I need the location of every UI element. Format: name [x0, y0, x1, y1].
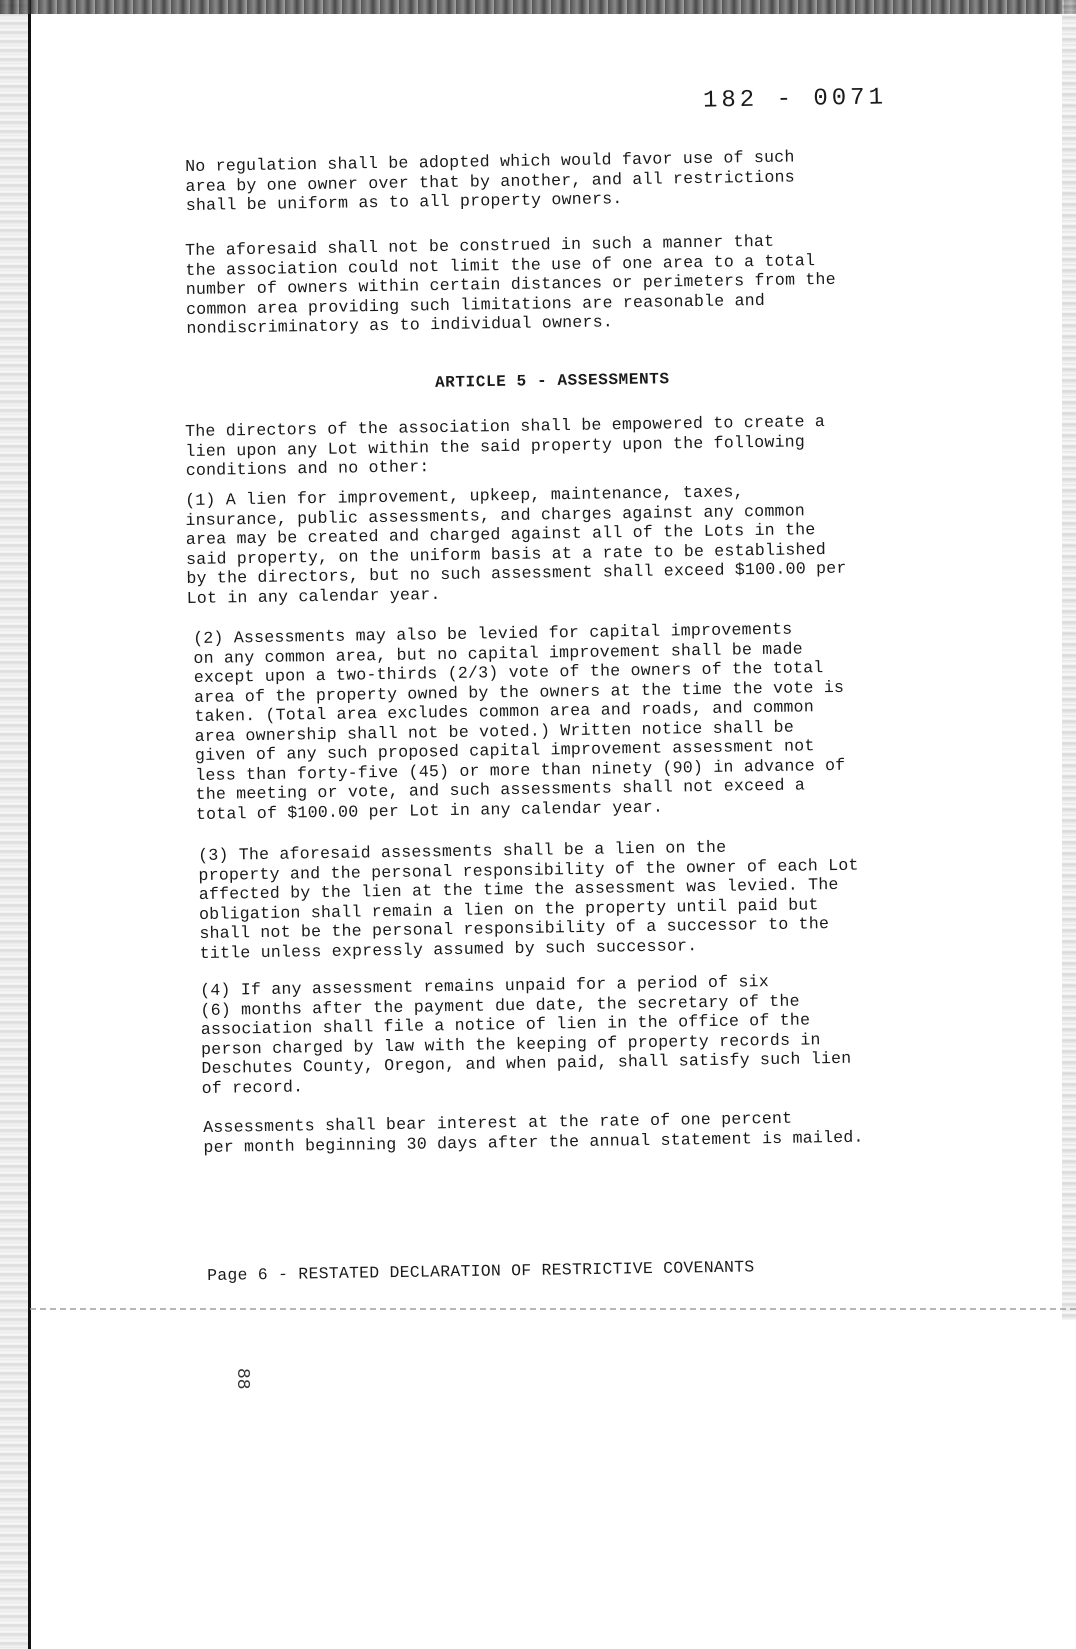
scan-binding-line — [28, 0, 31, 1649]
paragraph-regulation: No regulation shall be adopted which would favor use of such area by one owner over that by another, and all restrictions shall be uniform as to all property owners. — [185, 147, 796, 215]
paragraph-interest: Assessments shall bear interest at the rate of one percent per month beginning 30 days after the annual statement is mailed. — [203, 1108, 864, 1157]
article-heading: ARTICLE 5 - ASSESSMENTS — [434, 370, 670, 392]
paragraph-clause-1: (1) A lien for improvement, upkeep, maintenance, taxes, insurance, public assessments, and charges against any common area may be created and charged against all of the Lots in the said property, on the uniform basis at a rate to be established by the directors, but no such assessment shall exceed $100.00 per Lot in any calendar year. — [185, 482, 847, 608]
scan-top-edge — [0, 0, 1076, 14]
page-number: 182 - 0071 — [702, 84, 888, 115]
scan-right-edge — [1062, 0, 1076, 1320]
paragraph-clause-2: (2) Assessments may also be levied for capital improvements on any common area, but no capital improvement shall be made except upon a two-thirds (2/3) vote of the owners of the total area of the property owned by the owners at the time the vote is taken. (Total area excludes common area and roads, and common area ownership shall not be voted.) Written notice shall be given of any such proposed capital improvement assessment not less than forty-five (45) or more than ninety (90) in advance of the meeting or vote, and such assessments shall not exceed a total of $100.00 per Lot in any calendar year. — [193, 619, 846, 824]
page-footer: Page 6 - RESTATED DECLARATION OF RESTRICTIVE COVENANTS — [207, 1257, 755, 1285]
scan-left-edge — [0, 0, 30, 1649]
page-bottom-edge — [30, 1308, 1076, 1312]
paragraph-clause-4: (4) If any assessment remains unpaid for a period of six (6) months after the payment due date, the secretary of the association shall file a notice of lien in the office of the person charged by law with the keeping of property records in Deschutes County, Oregon, and when paid, shall satisfy such lien of record. — [200, 972, 852, 1098]
paragraph-aforesaid: The aforesaid shall not be construed in such a manner that the association could not limit the use of one area to a total number of owners within certain distances or perimeters from the common area providing such limitations are reasonable and nondiscriminatory as to individual owners. — [185, 231, 836, 338]
paragraph-clause-3: (3) The aforesaid assessments shall be a lien on the property and the personal responsibility of the owner of each Lot affected by the lien at the time the assessment was levied. The obligation shall remain a lien on the property until paid but shall not be the personal responsibility of a successor to the title unless expressly assumed by such successor. — [198, 837, 859, 963]
stamp-mark: 88 — [232, 1368, 252, 1390]
paragraph-directors: The directors of the association shall be empowered to create a lien upon any Lot within the said property upon the following conditions and no other: — [185, 411, 826, 480]
